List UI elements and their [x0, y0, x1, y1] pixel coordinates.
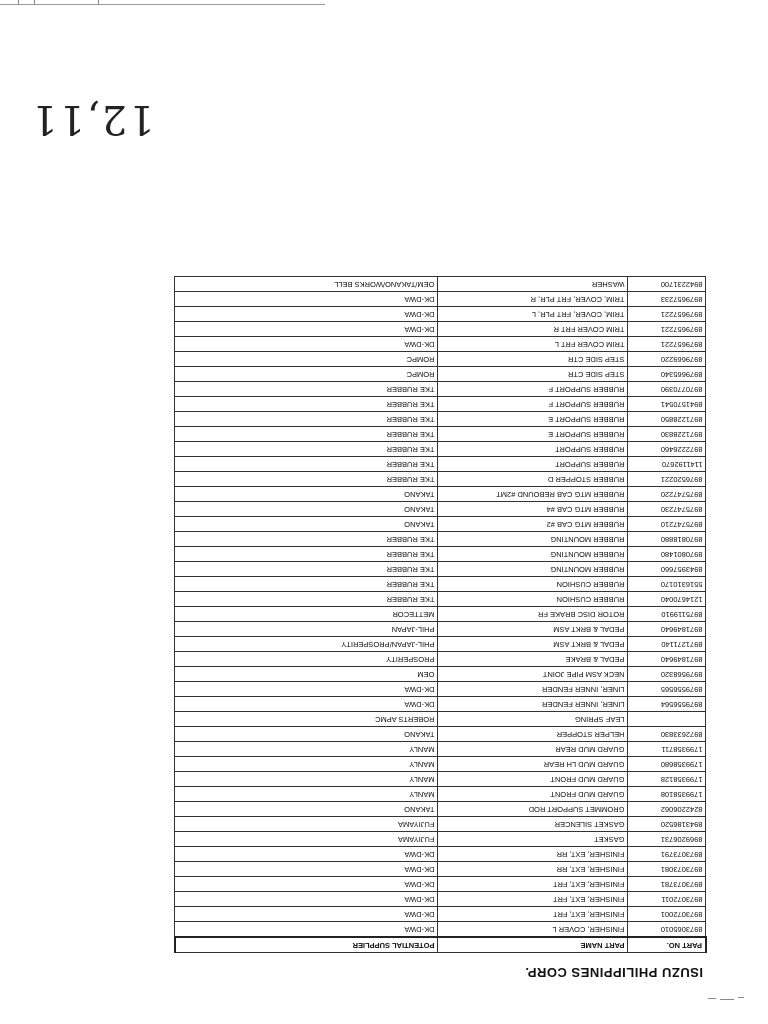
cell-part-no: 5516310170	[628, 577, 706, 592]
cell-supplier: TAKANO	[175, 487, 438, 502]
cell-supplier: TKE RUBBER	[175, 592, 438, 607]
cell-part-name: RUBBER CUSHION	[438, 577, 628, 592]
cell-part-no: 8942231700	[628, 277, 706, 292]
cell-supplier: MANLY	[175, 772, 438, 787]
table-row	[175, 457, 706, 472]
cell-part-name: RUBBER SUPPORT E	[438, 427, 628, 442]
cell-part-no: 8973073081	[628, 862, 706, 877]
cell-part-no: 8973072001	[628, 907, 706, 922]
table-row	[175, 712, 706, 727]
cell-part-name: STEP SIDE CTR	[438, 367, 628, 382]
scan-artifact	[708, 996, 748, 1002]
cell-supplier: TKE RUBBER	[175, 472, 438, 487]
table-row	[175, 892, 706, 907]
cell-part-no: 1799358711	[628, 742, 706, 757]
cell-supplier: DK-DWA	[175, 922, 438, 938]
cell-part-no: 8975747210	[628, 517, 706, 532]
cell-supplier: TKE RUBBER	[175, 532, 438, 547]
parts-table	[174, 276, 707, 953]
table-row	[175, 637, 706, 652]
table-row	[175, 337, 706, 352]
cell-supplier: TKE RUBBER	[175, 397, 438, 412]
cell-part-name: TRIM COVER FRT L	[438, 337, 628, 352]
cell-supplier: OEM/TAKANO/WORKS BELL	[175, 277, 438, 292]
table-row	[175, 772, 706, 787]
cell-supplier: DK-DWA	[175, 292, 438, 307]
table-row	[175, 607, 706, 622]
table-row	[175, 487, 706, 502]
table-row	[175, 622, 706, 637]
cell-part-no: 8979556565	[628, 682, 706, 697]
cell-part-no: 8971271140	[628, 637, 706, 652]
table-row	[175, 667, 706, 682]
cell-supplier: DK-DWA	[175, 847, 438, 862]
cell-part-no: 1214670040	[628, 592, 706, 607]
table-row	[175, 517, 706, 532]
cell-part-no: 8943957660	[628, 562, 706, 577]
cell-part-no: 8973065010	[628, 922, 706, 938]
cell-part-name: RUBBER MOUNTING	[438, 562, 628, 577]
table-row	[175, 367, 706, 382]
document-title: ISUZU PHILIPPINES CORP.	[524, 965, 703, 980]
cell-supplier: ROMPC	[175, 352, 438, 367]
cell-part-no: 8970801480	[628, 547, 706, 562]
table-row	[175, 277, 706, 292]
cell-supplier: TAKANO	[175, 802, 438, 817]
cell-part-no: 8973072011	[628, 892, 706, 907]
cell-part-name: GUARD MUD REAR	[438, 742, 628, 757]
cell-part-no: 8975119910	[628, 607, 706, 622]
cell-part-no: 8979657221	[628, 307, 706, 322]
cell-part-name: RUBBER SUPPORT	[438, 442, 628, 457]
table-row	[175, 742, 706, 757]
table-row	[175, 592, 706, 607]
column-header-supplier: POTENTIAL SUPPLIER	[175, 937, 438, 953]
cell-supplier: ROMPC	[175, 367, 438, 382]
cell-part-name: RUBBER SUPPORT	[438, 457, 628, 472]
table-row	[175, 292, 706, 307]
cell-part-name: GUARD MUD FRONT	[438, 772, 628, 787]
cell-part-no: 8971228830	[628, 427, 706, 442]
cell-part-no: 8971849640	[628, 622, 706, 637]
cell-part-no: 8976520221	[628, 472, 706, 487]
table-row	[175, 352, 706, 367]
table-row	[175, 907, 706, 922]
table-row	[175, 382, 706, 397]
cell-part-name: RUBBER MTG CAB #4	[438, 502, 628, 517]
table-row	[175, 832, 706, 847]
column-header-part-no: PART NO.	[628, 937, 706, 953]
cell-part-name: RUBBER CUSHION	[438, 592, 628, 607]
cell-part-name: GUARD MUD FRONT	[438, 787, 628, 802]
cell-supplier: MANLY	[175, 787, 438, 802]
cell-part-no: 1141192670	[628, 457, 706, 472]
cell-part-no: 8979657233	[628, 292, 706, 307]
table-row	[175, 922, 706, 938]
cell-part-name: RUBBER SUPPORT E	[438, 412, 628, 427]
table-row	[175, 532, 706, 547]
cell-supplier: TKE RUBBER	[175, 577, 438, 592]
cell-part-name: GROMMET SUPPORT ROD	[438, 802, 628, 817]
cell-part-no: 8941570541	[628, 397, 706, 412]
table-row	[175, 442, 706, 457]
table-row	[175, 397, 706, 412]
cell-part-name: TRIM COVER FRT R	[438, 322, 628, 337]
cell-part-name: GUARD MUD LH REAR	[438, 757, 628, 772]
table-row	[175, 307, 706, 322]
cell-part-no: 8975747230	[628, 502, 706, 517]
cell-part-no: 8973073791	[628, 847, 706, 862]
cell-part-name: TRIM, COVER, FRT PLR, L	[438, 307, 628, 322]
cell-part-name: PEDAL & BRAKE	[438, 652, 628, 667]
cell-supplier: ROBERTS APMC	[175, 712, 438, 727]
table-row	[175, 427, 706, 442]
table-row	[175, 547, 706, 562]
cell-supplier: PHIL-JAPAN/PROSPERITY	[175, 637, 438, 652]
table-header-row	[175, 937, 706, 953]
cell-part-no: 8969206731	[628, 832, 706, 847]
cell-part-name: GASKET SILENCER	[438, 817, 628, 832]
upside-down-document	[176, 232, 707, 980]
table-row	[175, 787, 706, 802]
cell-supplier: TKE RUBBER	[175, 547, 438, 562]
cell-supplier: TKE RUBBER	[175, 412, 438, 427]
cell-supplier: TKE RUBBER	[175, 427, 438, 442]
cell-part-no: 8979568320	[628, 667, 706, 682]
cell-supplier: FUJIYAMA	[175, 817, 438, 832]
table-row	[175, 652, 706, 667]
handwritten-note: 12,11	[30, 96, 155, 142]
table-row	[175, 502, 706, 517]
cell-part-name: FINISHER, EXT, FRT	[438, 877, 628, 892]
cell-part-name: STEP SIDE CTR	[438, 352, 628, 367]
cell-part-no: 1799358128	[628, 772, 706, 787]
cell-part-no: 1799358680	[628, 757, 706, 772]
cell-part-name: LEAF SPRING	[438, 712, 628, 727]
table-row	[175, 757, 706, 772]
table-row	[175, 847, 706, 862]
cell-part-no: 8979665340	[628, 367, 706, 382]
cell-part-no: 8979657221	[628, 322, 706, 337]
cell-supplier: DK-DWA	[175, 307, 438, 322]
cell-supplier: DK-DWA	[175, 337, 438, 352]
cell-part-no: 8972633830	[628, 727, 706, 742]
cell-supplier: TKE RUBBER	[175, 442, 438, 457]
cell-part-name: WASHER	[438, 277, 628, 292]
cell-supplier: DK-DWA	[175, 862, 438, 877]
cell-part-no: 8971228850	[628, 412, 706, 427]
cell-supplier: OEM	[175, 667, 438, 682]
cell-part-name: RUBBER MTG CAB REBOUND #2MT	[438, 487, 628, 502]
cell-part-name: FINISHER, EXT, RR	[438, 862, 628, 877]
scan-edge-line	[0, 0, 325, 5]
cell-part-name: HELPER STOPPER	[438, 727, 628, 742]
cell-part-no: 8970818880	[628, 532, 706, 547]
cell-part-no: 8971849640	[628, 652, 706, 667]
cell-part-name: FINISHER, COVER L	[438, 922, 628, 938]
cell-supplier: MANLY	[175, 742, 438, 757]
cell-supplier: METTECOR	[175, 607, 438, 622]
cell-supplier: MANLY	[175, 757, 438, 772]
table-row	[175, 472, 706, 487]
cell-part-no: 8970770390	[628, 382, 706, 397]
cell-part-no: 8973073781	[628, 877, 706, 892]
table-row	[175, 697, 706, 712]
cell-part-no: 8975747220	[628, 487, 706, 502]
table-row	[175, 577, 706, 592]
cell-part-name: FINISHER, EXT, FRT	[438, 892, 628, 907]
cell-supplier: DK-DWA	[175, 907, 438, 922]
table-row	[175, 322, 706, 337]
cell-part-name: RUBBER SUPPORT F	[438, 397, 628, 412]
cell-supplier: FUJIYAMA	[175, 832, 438, 847]
cell-supplier: TAKANO	[175, 727, 438, 742]
cell-part-name: FINISHER, EXT, RR	[438, 847, 628, 862]
cell-part-name: RUBBER STOPPER D	[438, 472, 628, 487]
table-row	[175, 682, 706, 697]
cell-part-name: RUBBER SUPPORT F	[438, 382, 628, 397]
cell-supplier: TKE RUBBER	[175, 382, 438, 397]
cell-part-name: GASKET	[438, 832, 628, 847]
cell-part-no: 8972226460	[628, 442, 706, 457]
cell-part-name: RUBBER MTG CAB #2	[438, 517, 628, 532]
cell-supplier: PROSPERITY	[175, 652, 438, 667]
cell-part-no	[628, 712, 706, 727]
table-row	[175, 562, 706, 577]
column-header-part-name: PART NAME	[438, 937, 628, 953]
cell-supplier: DK-DWA	[175, 322, 438, 337]
cell-supplier: DK-DWA	[175, 892, 438, 907]
cell-supplier: DK-DWA	[175, 682, 438, 697]
cell-part-name: RUBBER MOUNTING	[438, 532, 628, 547]
table-row	[175, 412, 706, 427]
cell-part-name: LINER, INNER FENDER	[438, 682, 628, 697]
cell-supplier: DK-DWA	[175, 877, 438, 892]
cell-supplier: TAKANO	[175, 502, 438, 517]
table-row	[175, 727, 706, 742]
cell-part-name: PEDAL & BRKT ASM	[438, 622, 628, 637]
table-row	[175, 862, 706, 877]
cell-part-no: 8979657221	[628, 337, 706, 352]
cell-supplier: TKE RUBBER	[175, 562, 438, 577]
cell-supplier: TKE RUBBER	[175, 457, 438, 472]
table-row	[175, 802, 706, 817]
table-row	[175, 877, 706, 892]
cell-part-name: PEDAL & BRKT ASM	[438, 637, 628, 652]
cell-supplier: TAKANO	[175, 517, 438, 532]
cell-part-name: ROTOR DISC BRAKE FR	[438, 607, 628, 622]
cell-part-name: FINISHER, EXT, FRT	[438, 907, 628, 922]
cell-part-no: 8979669220	[628, 352, 706, 367]
table-row	[175, 817, 706, 832]
cell-part-name: LINER, INNER FENDER	[438, 697, 628, 712]
cell-part-name: RUBBER MOUNTING	[438, 547, 628, 562]
cell-supplier: DK-DWA	[175, 697, 438, 712]
cell-part-name: TRIM, COVER, FRT PLR, R	[438, 292, 628, 307]
cell-part-no: 1799358108	[628, 787, 706, 802]
cell-part-no: 8943186520	[628, 817, 706, 832]
cell-part-no: 8979556564	[628, 697, 706, 712]
cell-part-no: 8242206062	[628, 802, 706, 817]
cell-supplier: PHIL-JAPAN	[175, 622, 438, 637]
cell-part-name: NECK ASM PIPE JOINT	[438, 667, 628, 682]
